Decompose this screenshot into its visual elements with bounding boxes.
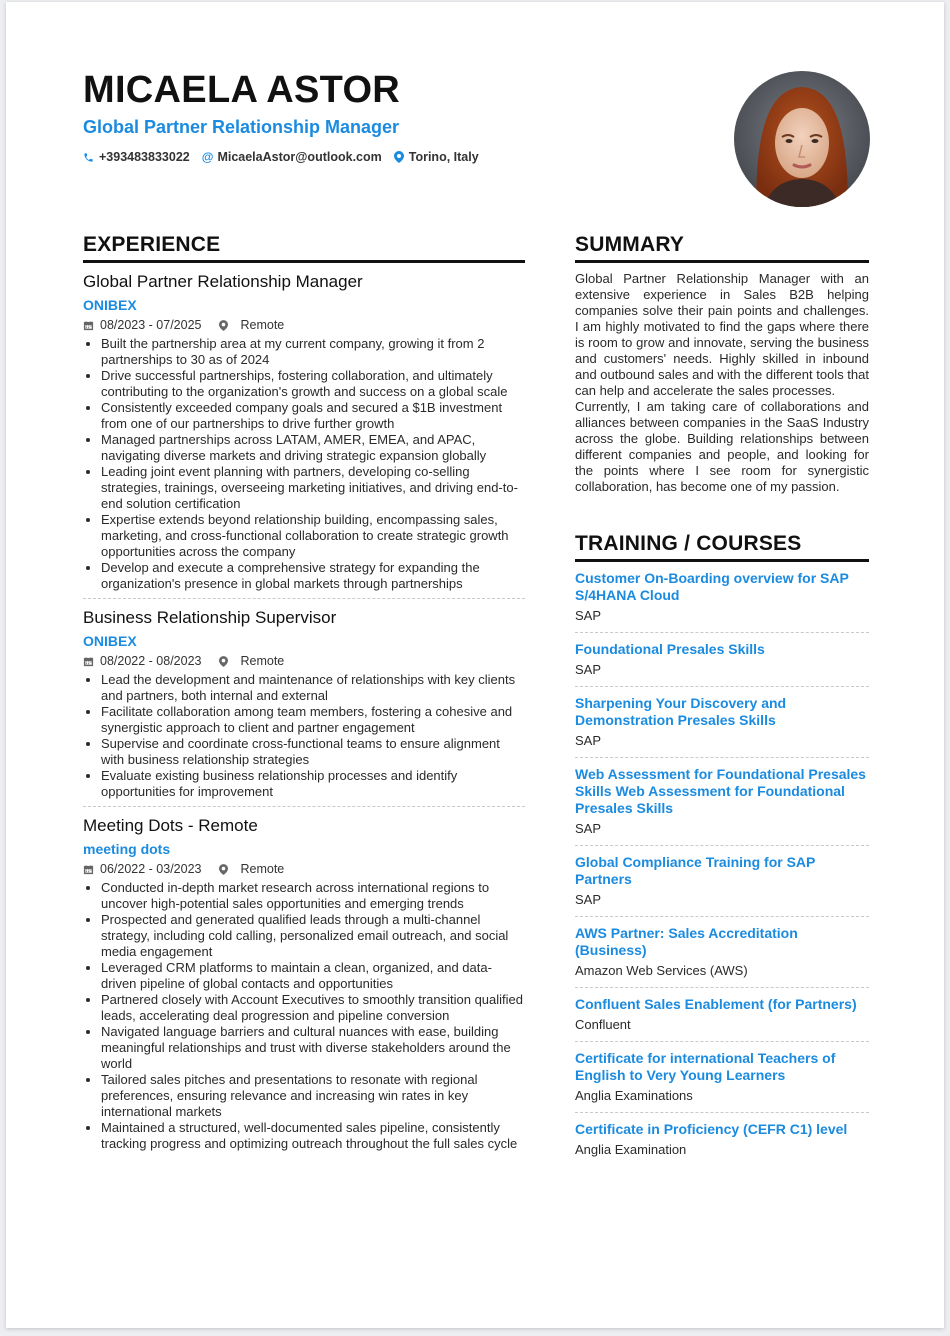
job-bullet: • Expertise extends beyond relationship building, encompassing sales, marketing, and cross-functional collaboration to create strategic growth opportunities across the company bbox=[101, 512, 525, 560]
profile-photo-image bbox=[734, 71, 870, 207]
job-meta bbox=[83, 860, 525, 878]
course-org: Anglia Examinations bbox=[575, 1088, 693, 1103]
course-name: AWS Partner: Sales Accreditation (Business) bbox=[575, 925, 798, 958]
job-title: Business Relationship Supervisor bbox=[83, 608, 337, 627]
course-name: Certificate in Proficiency (CEFR C1) level bbox=[575, 1121, 848, 1137]
course-item bbox=[575, 1113, 869, 1166]
course-name: Web Assessment for Foundational Presales Skills Web Assessment for Foundational Presales Skills bbox=[575, 766, 866, 816]
location-pin-icon bbox=[219, 864, 228, 875]
course-list bbox=[575, 562, 869, 1166]
job-bullet: • Tailored sales pitches and presentations to resonate with regional preferences, ensuring relevance and increasing win rates in key international markets bbox=[101, 1072, 525, 1120]
profile-photo bbox=[734, 71, 870, 207]
course-item bbox=[575, 846, 869, 917]
job-location-text: Remote bbox=[240, 318, 285, 332]
company-name: meeting dots bbox=[83, 841, 171, 857]
job-meta bbox=[83, 652, 525, 670]
job-dates: 06/2022 - 03/2023 bbox=[100, 862, 202, 876]
phone-icon bbox=[83, 152, 94, 163]
job-bullet: • Evaluate existing business relationship processes and identify opportunities for improvement bbox=[101, 768, 525, 800]
course-name: Certificate for international Teachers of English to Very Young Learners bbox=[575, 1050, 836, 1083]
course-name: Foundational Presales Skills bbox=[575, 641, 765, 657]
course-item bbox=[575, 1042, 869, 1113]
course-item bbox=[575, 562, 869, 633]
course-name: Global Compliance Training for SAP Partners bbox=[575, 854, 816, 887]
summary-paragraph: Global Partner Relationship Manager with an extensive experience in Sales B2B helping companies solve their pain points and challenges. I am highly motivated to find the gaps where there is room to grow and innovate, serving the business and customers' needs. Highly skilled in inbound and outbound sales and with the different tools that can help and accelerate the sales processes. bbox=[575, 271, 869, 398]
job-bullet: • Partnered closely with Account Executives to smoothly transition qualified leads, accelerating deal progression and pipeline conversion bbox=[101, 992, 525, 1024]
job-bullet: • Develop and execute a comprehensive strategy for expanding the organization's presence in global markets through partnerships bbox=[101, 560, 525, 592]
at-icon: @ bbox=[201, 150, 214, 164]
job-dates: 08/2022 - 08/2023 bbox=[100, 654, 202, 668]
summary-body bbox=[575, 271, 869, 495]
course-item bbox=[575, 687, 869, 758]
job-bullet: • Managed partnerships across LATAM, AMER, EMEA, and APAC, navigating diverse markets and driving strategic expansion globally bbox=[101, 432, 525, 464]
location-contact bbox=[394, 150, 479, 164]
course-name: Confluent Sales Enablement (for Partners) bbox=[575, 996, 857, 1012]
job-bullet: • Built the partnership area at my current company, growing it from 2 partnerships to 30 as of 2024 bbox=[101, 336, 525, 368]
job-bullet: • Drive successful partnerships, fostering collaboration, and ultimately contributing to the organization's growth and success on a global scale bbox=[101, 368, 525, 400]
right-column bbox=[575, 232, 869, 1166]
location-pin-icon bbox=[219, 320, 228, 331]
job-location bbox=[219, 316, 284, 334]
job-bullet: • Lead the development and maintenance of relationships with key clients and partners, both internal and external bbox=[101, 672, 525, 704]
job-entry bbox=[83, 598, 525, 800]
course-org: SAP bbox=[575, 892, 602, 907]
course-item bbox=[575, 917, 869, 988]
job-title: Global Partner Relationship Manager bbox=[83, 272, 363, 291]
job-bullet: • Maintained a structured, well-documented sales pipeline, consistently tracking progress and optimizing outreach throughout the full sales cycle bbox=[101, 1120, 525, 1152]
job-bullet: • Leveraged CRM platforms to maintain a clean, organized, and data-driven pipeline of global contacts and opportunities bbox=[101, 960, 525, 992]
job-bullet: • Consistently exceeded company goals and secured a $1B investment from one of our partnerships to drive further growth bbox=[101, 400, 525, 432]
course-item bbox=[575, 758, 869, 846]
course-item bbox=[575, 988, 869, 1042]
company-name: ONIBEX bbox=[83, 633, 137, 649]
course-org: SAP bbox=[575, 662, 602, 677]
job-meta bbox=[83, 316, 525, 334]
job-location-text: Remote bbox=[240, 862, 285, 876]
calendar-icon bbox=[83, 864, 94, 875]
phone-contact[interactable] bbox=[83, 150, 190, 164]
experience-heading: EXPERIENCE bbox=[83, 232, 525, 263]
job-location bbox=[219, 652, 284, 670]
course-org: SAP bbox=[575, 821, 602, 836]
job-bullet: • Facilitate collaboration among team members, fostering a cohesive and synergistic approach to client and partner engagement bbox=[101, 704, 525, 736]
left-column bbox=[83, 232, 525, 1152]
email-text: MicaelaAstor@outlook.com bbox=[217, 150, 382, 164]
summary-paragraph: Currently, I am taking care of collaborations and alliances between companies in the SaaS Industry across the globe. Building relationships between different companies and people, and looking for the points where I see room for synergistic collaboration, has become one of my passion. bbox=[575, 399, 869, 494]
job-bullets bbox=[83, 880, 525, 1152]
course-org: SAP bbox=[575, 733, 602, 748]
location-pin-icon bbox=[219, 656, 228, 667]
location-text: Torino, Italy bbox=[408, 150, 479, 164]
job-entry bbox=[83, 806, 525, 1152]
job-bullet: • Supervise and coordinate cross-functional teams to ensure alignment with business relationship strategies bbox=[101, 736, 525, 768]
course-org: Anglia Examination bbox=[575, 1142, 687, 1157]
company-name: ONIBEX bbox=[83, 297, 137, 313]
phone-text: +393483833022 bbox=[99, 150, 190, 164]
job-bullet: • Conducted in-depth market research across international regions to uncover high-potential sales opportunities and emerging trends bbox=[101, 880, 525, 912]
summary-heading: SUMMARY bbox=[575, 232, 869, 263]
calendar-icon bbox=[83, 656, 94, 667]
location-pin-icon bbox=[394, 151, 404, 163]
job-bullets bbox=[83, 336, 525, 592]
job-bullet: • Navigated language barriers and cultural nuances with ease, building meaningful relationships and trust with diverse stakeholders around the world bbox=[101, 1024, 525, 1072]
course-org: Amazon Web Services (AWS) bbox=[575, 963, 748, 978]
course-item bbox=[575, 633, 869, 687]
candidate-role: Global Partner Relationship Manager bbox=[83, 117, 400, 137]
course-org: SAP bbox=[575, 608, 602, 623]
calendar-icon bbox=[83, 320, 94, 331]
job-bullet: • Prospected and generated qualified leads through a multi-channel strategy, including cold calling, personalized email outreach, and social media engagement bbox=[101, 912, 525, 960]
contact-line bbox=[83, 150, 643, 164]
candidate-name: MICAELA ASTOR bbox=[83, 69, 401, 111]
job-location bbox=[219, 860, 284, 878]
course-org: Confluent bbox=[575, 1017, 631, 1032]
job-bullets bbox=[83, 672, 525, 800]
job-dates: 08/2023 - 07/2025 bbox=[100, 318, 202, 332]
course-name: Sharpening Your Discovery and Demonstration Presales Skills bbox=[575, 695, 787, 728]
resume-header bbox=[83, 68, 643, 164]
job-bullet: • Leading joint event planning with partners, developing co-selling strategies, trainings, overseeing marketing initiatives, and driving end-to-end solution certification bbox=[101, 464, 525, 512]
job-location-text: Remote bbox=[240, 654, 285, 668]
job-entry bbox=[83, 263, 525, 592]
training-heading: TRAINING / COURSES bbox=[575, 531, 869, 562]
course-name: Customer On-Boarding overview for SAP S/4HANA Cloud bbox=[575, 570, 849, 603]
email-contact[interactable] bbox=[202, 150, 382, 164]
job-title: Meeting Dots - Remote bbox=[83, 816, 258, 835]
resume-page bbox=[6, 2, 944, 1328]
